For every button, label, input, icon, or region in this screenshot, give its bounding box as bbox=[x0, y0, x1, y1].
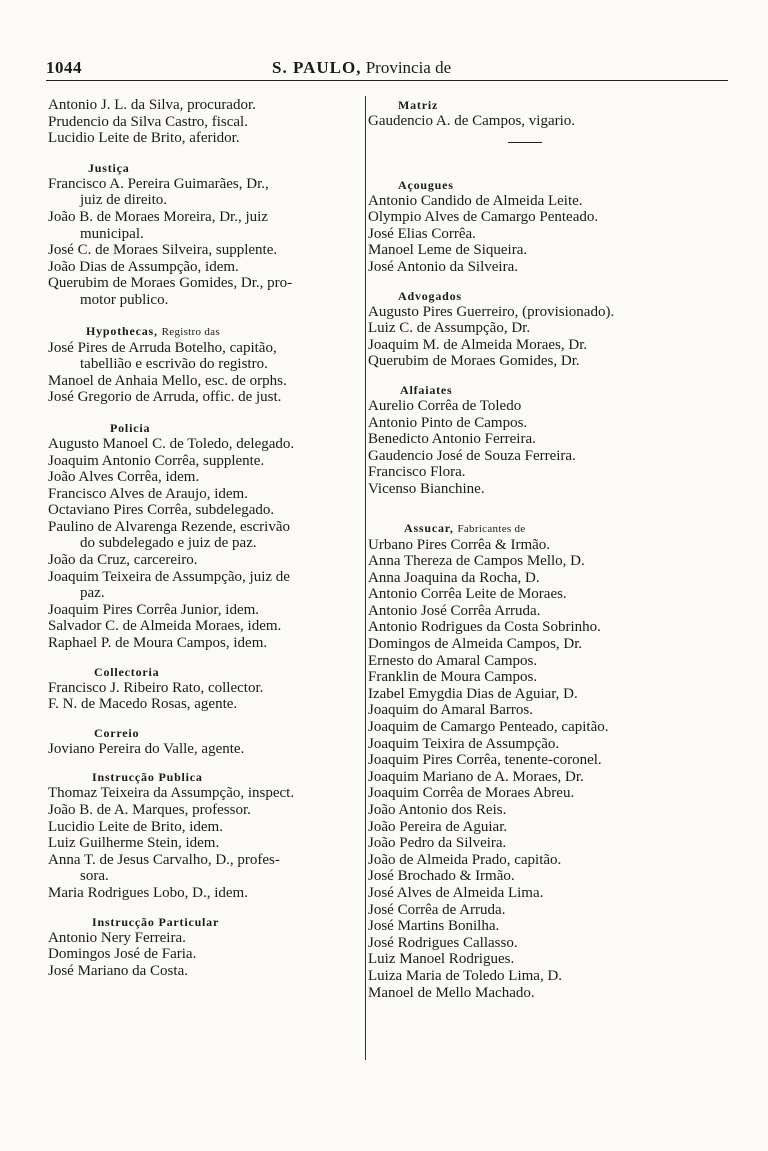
entry-line: José Alves de Almeida Lima. bbox=[368, 884, 544, 901]
running-head-province: Provincia de bbox=[365, 58, 452, 77]
page-number: 1044 bbox=[46, 58, 82, 77]
entry-line: Antonio José Corrêa Arruda. bbox=[368, 602, 541, 619]
entry-line: Manoel de Anhaia Mello, esc. de orphs. bbox=[48, 372, 287, 389]
entry-line: F. N. de Macedo Rosas, agente. bbox=[48, 696, 238, 713]
entry-line: municipal. bbox=[80, 225, 144, 242]
entry-line: Urbano Pires Corrêa & Irmão. bbox=[368, 536, 551, 553]
section-collectoria bbox=[48, 680, 365, 713]
entry-line: Augusto Pires Guerreiro, (provisionado). bbox=[368, 303, 615, 320]
section-hypothecas bbox=[48, 340, 365, 406]
entry-line: Luiz Guilherme Stein, idem. bbox=[48, 835, 220, 852]
entry-line: Ernesto do Amaral Campos. bbox=[368, 652, 538, 669]
entry-line: Joaquim M. de Almeida Moraes, Dr. bbox=[368, 336, 588, 353]
entry-line: João B. de Moraes Moreira, Dr., juiz bbox=[48, 208, 268, 225]
entry-line: Joaquim Pires Corrêa, tenente-coronel. bbox=[368, 752, 602, 769]
entry-line: Salvador C. de Almeida Moraes, idem. bbox=[48, 618, 282, 635]
entry-line: José Mariano da Costa. bbox=[48, 962, 188, 979]
intro-line: Prudencio da Silva Castro, fiscal. bbox=[48, 113, 248, 130]
entry-line: Aurelio Corrêa de Toledo bbox=[368, 397, 522, 414]
entry-line: Antonio Rodrigues da Costa Sobrinho. bbox=[368, 619, 601, 636]
entry-line: Joaquim Pires Corrêa Junior, idem. bbox=[48, 601, 260, 618]
entry-line: Anna Thereza de Campos Mello, D. bbox=[368, 553, 585, 570]
entry-line: Manoel Leme de Siqueira. bbox=[368, 242, 528, 259]
section-acougues bbox=[368, 193, 713, 276]
entry-line: Antonio Corrêa Leite de Moraes. bbox=[368, 586, 567, 603]
section-title-matriz: Matriz bbox=[398, 98, 439, 112]
entry-line: Domingos José de Faria. bbox=[48, 946, 197, 963]
entry-line: Antonio Pinto de Campos. bbox=[368, 414, 528, 431]
entry-line: Benedicto Antonio Ferreira. bbox=[368, 431, 536, 448]
entry-line: José Gregorio de Arruda, offic. de just. bbox=[48, 389, 282, 406]
entry-line: Francisco A. Pereira Guimarães, Dr., bbox=[48, 175, 269, 192]
entry-line: Querubim de Moraes Gomides, Dr. bbox=[368, 353, 580, 370]
entry-line: Joaquim do Amaral Barros. bbox=[368, 702, 533, 719]
entry-line: Franklin de Moura Campos. bbox=[368, 669, 538, 686]
section-instrucao-particular bbox=[48, 930, 365, 980]
entry-line: Luiza Maria de Toledo Lima, D. bbox=[368, 967, 563, 984]
running-head bbox=[272, 58, 451, 78]
section-title-hypothecas bbox=[48, 323, 365, 340]
entry-line: Joaquim Mariano de A. Moraes, Dr. bbox=[368, 768, 584, 785]
entry-line: João da Cruz, carcereiro. bbox=[48, 552, 198, 569]
entry-line: Paulino de Alvarenga Rezende, escrivão bbox=[48, 518, 290, 535]
entry-line: José Elias Corrêa. bbox=[368, 225, 476, 242]
section-title-hypothecas-main: Hypothecas, bbox=[86, 323, 158, 338]
entry-line: tabellião e escrivão do registro. bbox=[80, 356, 268, 373]
entry-line: Raphael P. de Moura Campos, idem. bbox=[48, 635, 268, 652]
entry-line: Joaquim de Camargo Penteado, capitão. bbox=[368, 719, 609, 736]
entry-line: Lucidio Leite de Brito, idem. bbox=[48, 818, 223, 835]
entry-line: Querubim de Moraes Gomides, Dr., pro- bbox=[48, 275, 293, 292]
entry-line: José C. de Moraes Silveira, supplente. bbox=[48, 242, 278, 259]
entry-line: paz. bbox=[80, 585, 105, 602]
entry-line: Joaquim Teixeira de Assumpção, juiz de bbox=[48, 568, 290, 585]
entry-line: Olympio Alves de Camargo Penteado. bbox=[368, 209, 599, 226]
section-title-assucar bbox=[368, 520, 713, 537]
entry-line: João B. de A. Marques, professor. bbox=[48, 802, 251, 818]
section-correio bbox=[48, 741, 365, 758]
entry-line: Gaudencio A. de Campos, vigario. bbox=[368, 113, 576, 129]
entry-line: Joviano Pereira do Valle, agente. bbox=[48, 740, 245, 757]
entry-line: Gaudencio José de Souza Ferreira. bbox=[368, 447, 576, 464]
section-policia bbox=[48, 436, 365, 652]
entry-line: Vicenso Bianchine. bbox=[368, 480, 485, 497]
entry-line: José Antonio da Silveira. bbox=[368, 258, 518, 275]
entry-line: Joaquim Teixira de Assumpção. bbox=[368, 735, 560, 752]
column-divider bbox=[365, 96, 366, 1060]
section-title-advogados: Advogados bbox=[398, 288, 462, 303]
entry-line: Francisco Flora. bbox=[368, 464, 466, 481]
section-justica bbox=[48, 176, 365, 309]
section-title-instrucao-particular: Instrucção Particular bbox=[92, 914, 220, 929]
section-title-instrucao-publica: Instrucção Publica bbox=[92, 770, 203, 785]
section-subtitle-hypothecas: Registro das bbox=[161, 325, 220, 338]
entry-line: Antonio Candido de Almeida Leite. bbox=[368, 192, 583, 209]
header-rule bbox=[46, 80, 728, 81]
entry-line: Luiz Manoel Rodrigues. bbox=[368, 951, 515, 968]
entry-line: João Antonio dos Reis. bbox=[368, 802, 507, 818]
entry-line: João de Almeida Prado, capitão. bbox=[368, 851, 562, 868]
section-instrucao-publica bbox=[48, 785, 365, 901]
entry-line: José Rodrigues Callasso. bbox=[368, 934, 518, 951]
entry-line: Octaviano Pires Corrêa, subdelegado. bbox=[48, 502, 275, 519]
entry-line: Izabel Emygdia Dias de Aguiar, D. bbox=[368, 685, 578, 702]
section-alfaiates bbox=[368, 398, 713, 498]
entry-line: Francisco Alves de Araujo, idem. bbox=[48, 485, 248, 502]
section-title-policia: Policia bbox=[110, 420, 151, 435]
entry-line: sora. bbox=[80, 868, 109, 885]
page-header bbox=[46, 58, 730, 80]
section-advogados bbox=[368, 304, 713, 370]
section-title-acougues: Açougues bbox=[398, 177, 454, 192]
intro-line: Lucidio Leite de Brito, aferidor. bbox=[48, 130, 240, 147]
entry-line: Thomaz Teixeira da Assumpção, inspect. bbox=[48, 785, 295, 802]
entry-line: Antonio Nery Ferreira. bbox=[48, 929, 186, 946]
section-title-justica: Justiça bbox=[88, 160, 130, 175]
section-matriz bbox=[368, 113, 713, 130]
section-subtitle-assucar: Fabricantes de bbox=[457, 522, 526, 535]
entry-line: João Dias de Assumpção, idem. bbox=[48, 258, 239, 275]
entry-line: Joaquim Corrêa de Moraes Abreu. bbox=[368, 785, 575, 802]
entry-line: Domingos de Almeida Campos, Dr. bbox=[368, 636, 583, 653]
entry-line: motor publico. bbox=[80, 291, 169, 308]
running-head-city: S. PAULO, bbox=[272, 58, 362, 77]
section-assucar bbox=[368, 537, 713, 1002]
entry-line: Maria Rodrigues Lobo, D., idem. bbox=[48, 884, 248, 901]
entry-line: José Brochado & Irmão. bbox=[368, 868, 515, 885]
section-title-collectoria: Collectoria bbox=[94, 664, 160, 679]
entry-line: Luiz C. de Assumpção, Dr. bbox=[368, 320, 531, 337]
entry-line: José Pires de Arruda Botelho, capitão, bbox=[48, 339, 277, 356]
entry-line: José Martins Bonilha. bbox=[368, 918, 500, 935]
entry-line: José Corrêa de Arruda. bbox=[368, 901, 506, 918]
entry-line: João Pedro da Silveira. bbox=[368, 835, 507, 852]
section-title-correio: Correio bbox=[94, 725, 140, 740]
section-title-alfaiates: Alfaiates bbox=[400, 382, 453, 397]
section-title-assucar-main: Assucar, bbox=[404, 520, 454, 535]
entry-line: João Alves Corrêa, idem. bbox=[48, 469, 200, 486]
intro-line: Antonio J. L. da Silva, procurador. bbox=[48, 97, 256, 113]
entry-line: Manoel de Mello Machado. bbox=[368, 984, 535, 1001]
intro-list bbox=[48, 97, 365, 147]
left-column bbox=[48, 97, 365, 979]
entry-line: Anna T. de Jesus Carvalho, D., profes- bbox=[48, 851, 280, 868]
entry-line: do subdelegado e juiz de paz. bbox=[80, 535, 257, 552]
entry-line: Joaquim Antonio Corrêa, supplente. bbox=[48, 452, 265, 469]
entry-line: juiz de direito. bbox=[80, 192, 168, 209]
entry-line: Francisco J. Ribeiro Rato, collector. bbox=[48, 679, 264, 696]
entry-line: João Pereira de Aguiar. bbox=[368, 818, 508, 835]
section-separator bbox=[508, 142, 542, 143]
right-column bbox=[368, 97, 713, 1001]
entry-line: Anna Joaquina da Rocha, D. bbox=[368, 569, 540, 586]
entry-line: Augusto Manoel C. de Toledo, delegado. bbox=[48, 435, 295, 452]
